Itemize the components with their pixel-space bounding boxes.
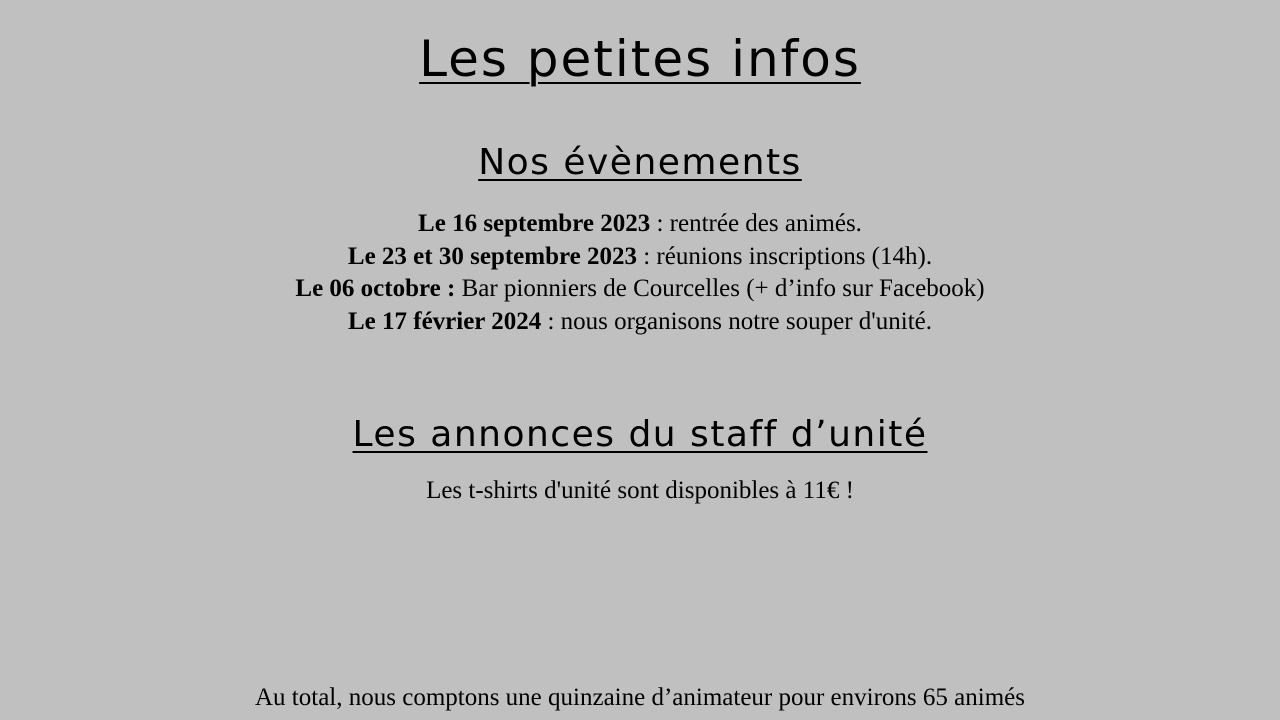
event-separator: : (541, 307, 561, 335)
event-item (0, 273, 1280, 306)
event-text: nous organisons notre souper d'unité. (560, 307, 933, 335)
event-text: rentrée des animés. (669, 210, 862, 237)
events-list (0, 208, 1280, 338)
event-date: Le 23 et 30 septembre 2023 (347, 242, 637, 270)
event-item (0, 208, 1280, 241)
footer-text: Au total, nous comptons une quinzaine d’animateur pour environs 65 animés (255, 684, 1025, 711)
event-separator: : (636, 242, 657, 270)
event-separator: : (650, 210, 670, 237)
event-item (0, 306, 1280, 339)
event-date: Le 17 février 2024 (347, 307, 542, 335)
event-date: Le 06 octobre : (295, 275, 456, 302)
event-date: Le 16 septembre 2023 (418, 210, 651, 237)
staff-heading: Les annonces du staff d’unité (352, 414, 928, 455)
staff-announcement: Les t-shirts d'unité sont disponibles à 11€ ! (426, 477, 854, 504)
event-item (0, 241, 1280, 274)
event-text: réunions inscriptions (14h). (656, 242, 933, 270)
events-heading: Nos évènements (478, 142, 802, 183)
page-title: Les petites infos (419, 30, 861, 88)
event-text: Bar pionniers de Courcelles (+ d’info sur Facebook) (461, 275, 985, 302)
